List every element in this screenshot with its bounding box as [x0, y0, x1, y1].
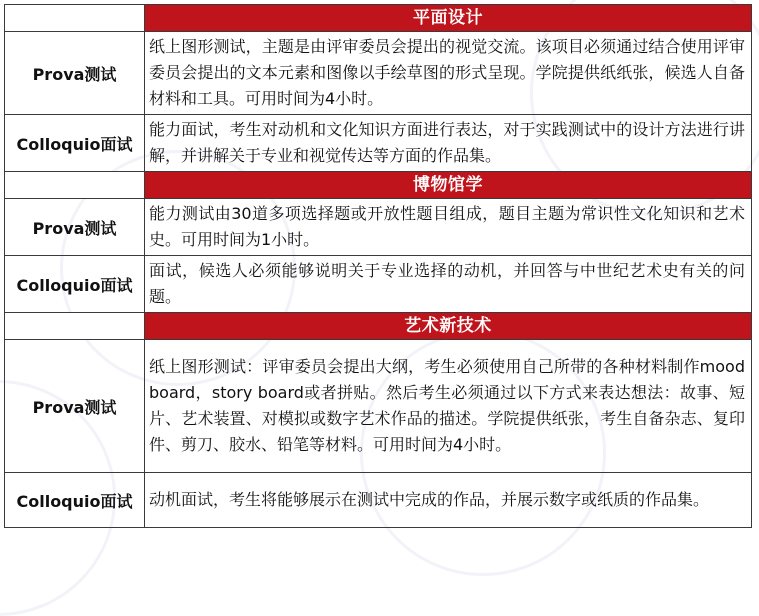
row-label: Prova测试 [5, 32, 145, 115]
row-label: Prova测试 [5, 340, 145, 473]
table-row [5, 199, 752, 256]
row-label: Colloquio面试 [5, 115, 145, 172]
table-row [5, 32, 752, 115]
row-label: Colloquio面试 [5, 256, 145, 313]
section-header-blank-cell [5, 5, 145, 32]
section-header-blank-cell [5, 172, 145, 199]
table-row [5, 256, 752, 313]
section-header-row [5, 313, 752, 340]
row-description: 面试，候选人必须能够说明关于专业选择的动机，并回答与中世纪艺术史有关的问题。 [145, 256, 752, 313]
row-description: 纸上图形测试，主题是由评审委员会提出的视觉交流。该项目必须通过结合使用评审委员会提出的文本元素和图像以手绘草图的形式呈现。学院提供纸纸张，候选人自备材料和工具。可用时间为4小时。 [145, 32, 752, 115]
section-title: 艺术新技术 [145, 313, 752, 340]
row-label: Prova测试 [5, 199, 145, 256]
row-description: 能力测试由30道多项选择题或开放性题目组成，题目主题为常识性文化知识和艺术史。可用时间为1小时。 [145, 199, 752, 256]
row-label: Colloquio面试 [5, 473, 145, 528]
section-title: 平面设计 [145, 5, 752, 32]
table-row [5, 340, 752, 473]
row-description: 动机面试，考生将能够展示在测试中完成的作品，并展示数字或纸质的作品集。 [145, 473, 752, 528]
row-description: 纸上图形测试：评审委员会提出大纲，考生必须使用自己所带的各种材料制作mood board，story board或者拼贴。然后考生必须通过以下方式来表达想法：故事、短片、艺术装置、对模拟或数字艺术作品的描述。学院提供纸张，考生自备杂志、复印件、剪刀、胶水、铅笔等材料。可用时间为4小时。 [145, 340, 752, 473]
row-description: 能力面试，考生对动机和文化知识方面进行表达，对于实践测试中的设计方法进行讲解，并讲解关于专业和视觉传达等方面的作品集。 [145, 115, 752, 172]
table-row [5, 473, 752, 528]
exam-info-table [4, 4, 752, 528]
section-header-blank-cell [5, 313, 145, 340]
section-header-row [5, 172, 752, 199]
section-header-row [5, 5, 752, 32]
table-row [5, 115, 752, 172]
section-title: 博物馆学 [145, 172, 752, 199]
